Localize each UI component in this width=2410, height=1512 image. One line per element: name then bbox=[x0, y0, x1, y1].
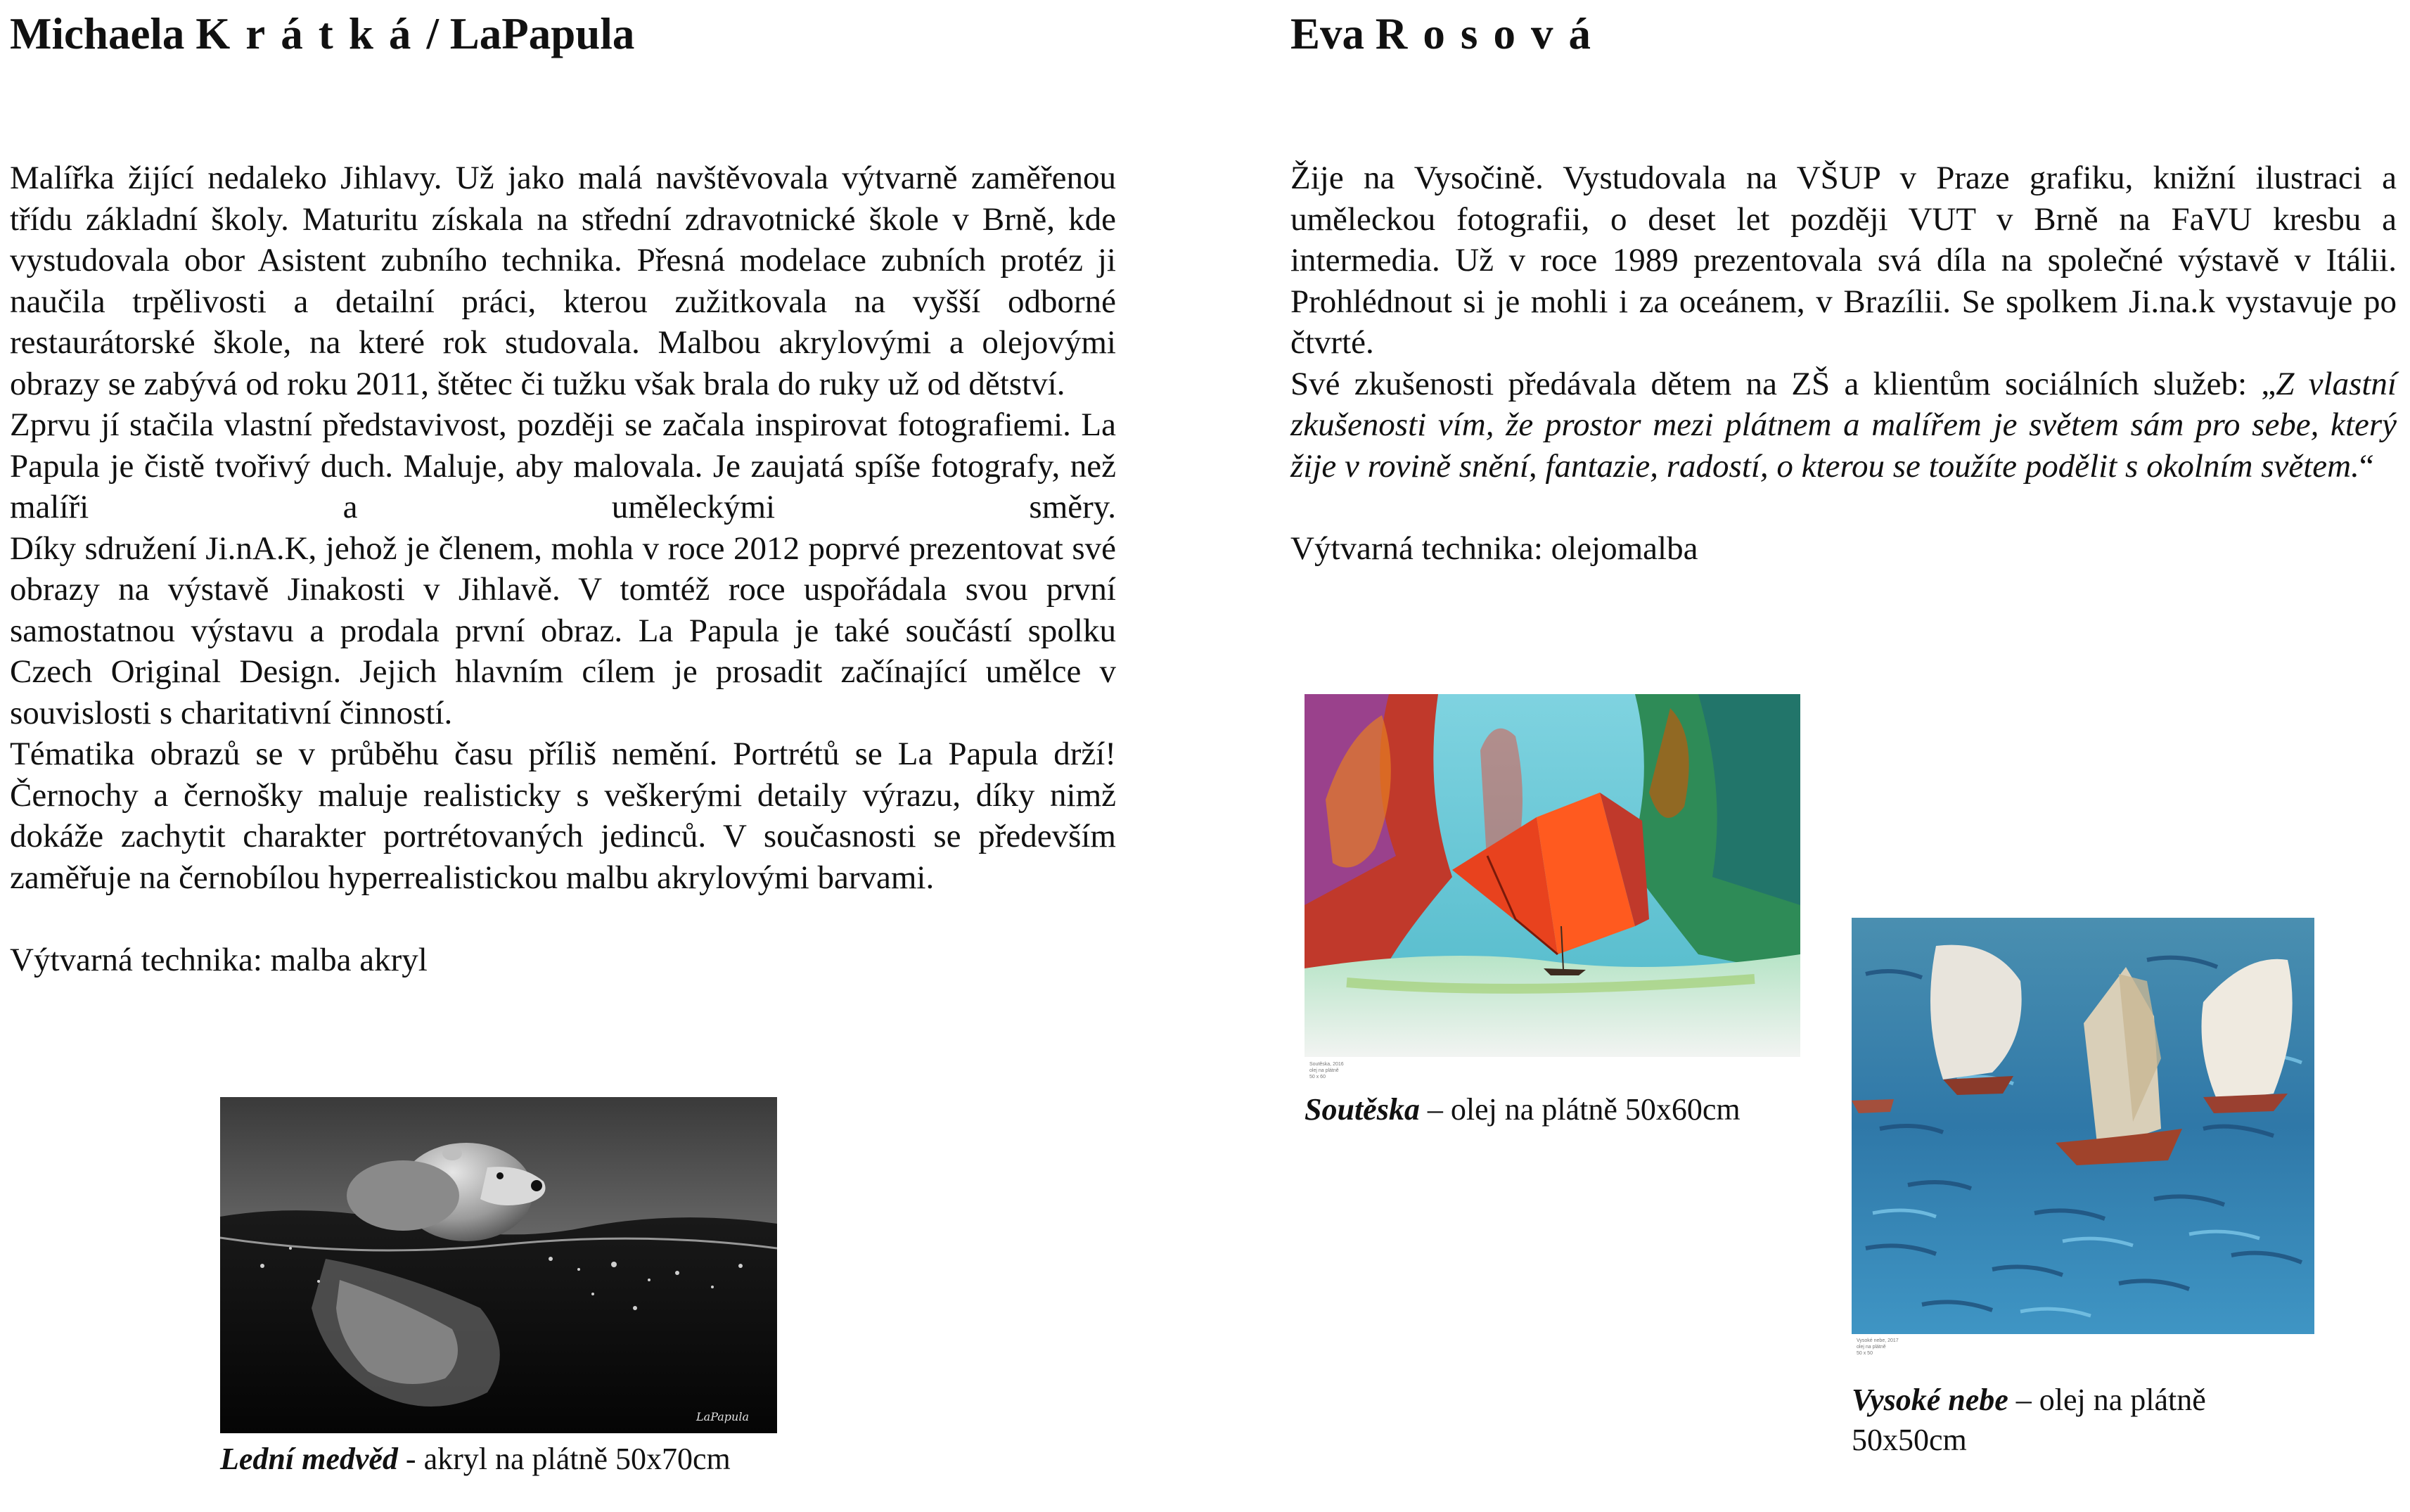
artist-surname-spaced: Rosová bbox=[1375, 9, 1607, 58]
painting-high-sky bbox=[1852, 918, 2314, 1334]
painting-polar-bear bbox=[220, 1097, 777, 1433]
artwork-caption-polar-bear bbox=[220, 1439, 731, 1479]
artist-first-name: Eva bbox=[1290, 9, 1365, 58]
technique-text: Výtvarná technika: olejomalba bbox=[1290, 530, 1698, 567]
artwork-title: Vysoké nebe bbox=[1852, 1383, 2008, 1417]
quote-intro: Své zkušenosti předávala dětem na ZŠ a klientům sociálních služeb: „ bbox=[1290, 365, 2276, 402]
artwork-details: - akryl na plátně 50x70cm bbox=[397, 1442, 731, 1476]
bio-paragraph: Žije na Vysočině. Vystudovala na VŠUP v Praze grafiku, knižní ilustraci a uměleckou fotografii, o deset let později VUT v Brně na FaVU kresbu a intermedia. Už v roce 1989 prezentovala svá díla na společné výstavě v Itálii. Prohlédnout si je mohli i za oceánem, v Brazílii. Se spolkem Ji.na.k vystavuje po čtvrté. bbox=[1290, 160, 2397, 361]
bio-paragraph: Malířka žijící nedaleko Jihlavy. Už jako malá navštěvovala výtvarně zaměřenou třídu základní školy. Maturitu získala na střední zdravotnické škole v Brně, kde vystudovala obor Asistent zubního technika. Přesná modelace zubních protéz ji naučila trpělivosti a detailní práci, kterou zužitkovala na vyšší odborné restaurátorské škole, na které rok studovala. Malbou akrylovými a olejovými obrazy se zabývá od roku 2011, štětec či tužku však brala do ruky už od dětství. bbox=[10, 160, 1116, 402]
artist-bio-right bbox=[1290, 158, 2397, 569]
painting-tiny-label: Soutěska, 2016 olej na plátně 50 x 60 bbox=[1309, 1062, 1344, 1079]
artwork-title: Soutěska bbox=[1305, 1092, 1420, 1127]
painting-signature: LaPapula bbox=[696, 1410, 749, 1423]
artwork-details: – olej na plátně 50x60cm bbox=[1419, 1092, 1741, 1127]
painting-tiny-label: Vysoké nebe, 2017 olej na plátně 50 x 50 bbox=[1857, 1338, 1899, 1356]
painting-gorge bbox=[1305, 694, 1800, 1057]
artist-name-heading-left bbox=[10, 7, 634, 60]
artwork-details: – olej na plátně 50x50cm bbox=[1852, 1383, 2206, 1457]
quote-close: “ bbox=[2359, 447, 2374, 485]
artwork-caption-gorge bbox=[1305, 1089, 1741, 1129]
artist-name-heading-right bbox=[1290, 7, 1606, 60]
bio-quote-paragraph bbox=[1290, 364, 2397, 487]
technique-text: Výtvarná technika: malba akryl bbox=[10, 941, 428, 978]
artist-quote: Z vlastní zkušenosti vím, že prostor mezi plátnem a malířem je světem sám pro sebe, který žije v rovině snění, fantazie, radostí, o kterou se toužíte podělit s okolním světem. bbox=[1290, 365, 2397, 485]
artist-surname-spaced: Krátká bbox=[196, 9, 427, 58]
bio-paragraph: Tématika obrazů se v průběhu času příliš nemění. Portrétů se La Papula drží! Černochy a černošky maluje realisticky s veškerými detaily výrazu, díky nimž dokáže zachytit charakter portrétovaných jedinců. V současnosti se především zaměřuje na černobílou hyperrealistickou malbu akrylovými barvami. bbox=[10, 736, 1116, 896]
bio-paragraph: Díky sdružení Ji.nA.K, jehož je členem, mohla v roce 2012 poprvé prezentovat své obrazy na výstavě Jinakosti v Jihlavě. V tomtéž roce uspořádala svou první samostatnou výstavu a prodala první obraz. La Papula je také součástí spolku Czech Original Design. Jejich hlavním cílem je prosadit začínající umělce v souvislosti s charitativní činností. bbox=[10, 530, 1116, 731]
artist-alias: / LaPapula bbox=[426, 9, 635, 58]
artwork-title: Lední medvěd bbox=[220, 1442, 398, 1476]
artwork-caption-high-sky bbox=[1852, 1380, 2302, 1460]
artist-first-name: Michaela bbox=[10, 9, 185, 58]
artist-bio-left bbox=[10, 158, 1116, 980]
bio-paragraph: Zprvu jí stačila vlastní představivost, později se začala inspirovat fotografiemi. La Papula je čistě tvořivý duch. Maluje, aby malovala. Je zaujatá spíše fotografy, než malíři a uměleckými směry. bbox=[10, 406, 1116, 525]
